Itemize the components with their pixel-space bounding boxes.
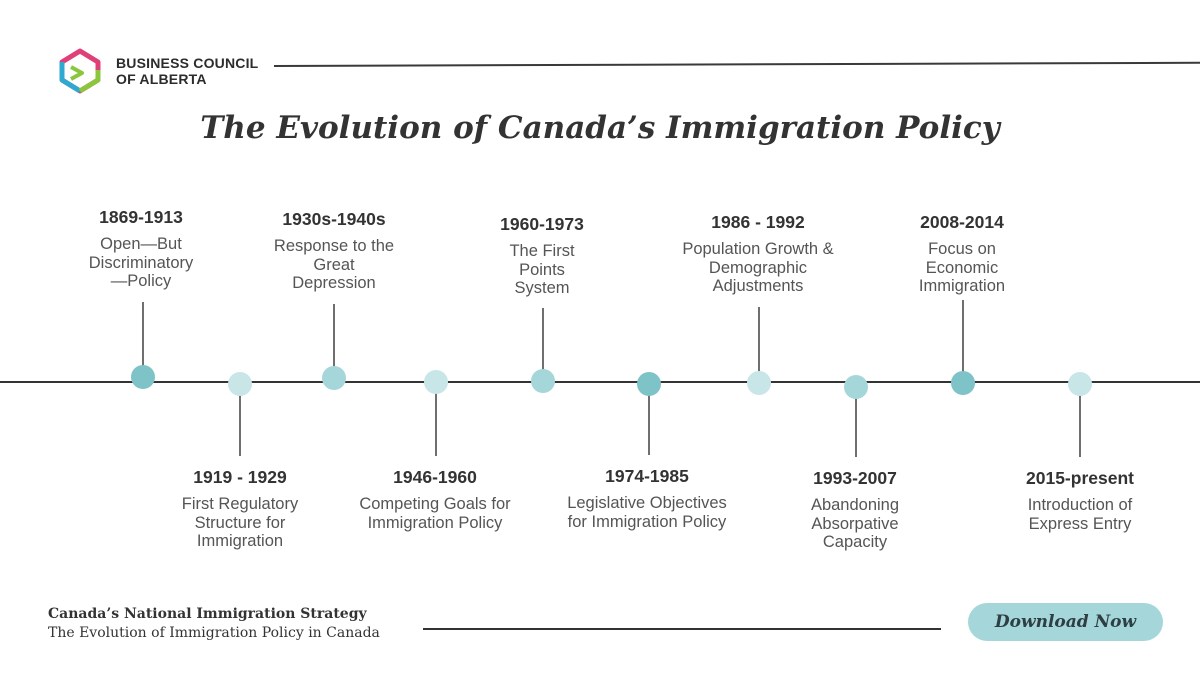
timeline-description: Open—But Discriminatory—Policy xyxy=(88,235,194,290)
timeline-stem xyxy=(648,389,650,455)
timeline-item xyxy=(663,211,853,296)
timeline-stem xyxy=(962,300,964,378)
timeline-item xyxy=(239,208,429,293)
timeline-date: 1960-1973 xyxy=(500,214,584,234)
timeline-dot xyxy=(322,366,346,390)
timeline-description: Population Growth & Demographic Adjustments xyxy=(682,240,834,295)
footer-title: Canada’s National Immigration Strategy xyxy=(48,606,367,622)
timeline-date: 1869-1913 xyxy=(99,207,183,227)
download-now-button[interactable]: Download Now xyxy=(968,603,1163,641)
timeline-item xyxy=(867,211,1057,296)
page-title: The Evolution of Canada’s Immigration Policy xyxy=(200,110,1000,146)
timeline-date: 1930s-1940s xyxy=(282,209,386,229)
timeline-description: Competing Goals for Immigration Policy xyxy=(359,495,511,532)
header-divider xyxy=(274,62,1200,67)
timeline-dot xyxy=(228,372,252,396)
timeline-description: The First Points System xyxy=(509,242,575,297)
timeline-item xyxy=(46,206,236,291)
timeline-dot xyxy=(951,371,975,395)
timeline-dot xyxy=(844,375,868,399)
timeline-description: Abandoning Absorpative Capacity xyxy=(810,496,900,551)
timeline-stem xyxy=(239,389,241,456)
timeline-item xyxy=(552,465,742,531)
footer-subtitle: The Evolution of Immigration Policy in Canada xyxy=(48,625,380,641)
footer-divider xyxy=(423,628,941,630)
timeline-description: Focus on Economic Immigration xyxy=(918,240,1006,295)
timeline-axis xyxy=(0,381,1200,383)
timeline-stem xyxy=(855,392,857,457)
timeline-date: 1974-1985 xyxy=(605,466,689,486)
timeline-description: First Regulatory Structure for Immigration xyxy=(181,495,299,550)
timeline-date: 1993-2007 xyxy=(813,468,897,488)
timeline-stem xyxy=(333,304,335,374)
timeline-description: Introduction of Express Entry xyxy=(1027,496,1133,533)
timeline-stem xyxy=(542,308,544,376)
timeline-dot xyxy=(747,371,771,395)
brand-line-2: OF ALBERTA xyxy=(116,71,207,87)
business-council-logo-icon xyxy=(58,48,102,94)
timeline-description: Response to the Great Depression xyxy=(273,237,395,292)
timeline-description: Legislative Objectives for Immigration Policy xyxy=(567,494,727,531)
timeline-dot xyxy=(424,370,448,394)
timeline-date: 1946-1960 xyxy=(393,467,477,487)
timeline-item xyxy=(145,466,335,551)
timeline-stem xyxy=(1079,389,1081,457)
timeline-item xyxy=(447,213,637,298)
timeline-stem xyxy=(758,307,760,378)
timeline-dot xyxy=(1068,372,1092,396)
timeline-dot xyxy=(637,372,661,396)
timeline-date: 2015-present xyxy=(1026,468,1134,488)
brand-line-1: BUSINESS COUNCIL xyxy=(116,55,259,71)
brand-name xyxy=(116,55,258,87)
timeline-item xyxy=(985,467,1175,533)
timeline-date: 2008-2014 xyxy=(920,212,1004,232)
timeline-dot xyxy=(531,369,555,393)
timeline-item xyxy=(760,467,950,552)
timeline-date: 1986 - 1992 xyxy=(711,212,805,232)
timeline-date: 1919 - 1929 xyxy=(193,467,287,487)
timeline-item xyxy=(340,466,530,532)
timeline-stem xyxy=(435,387,437,456)
timeline-dot xyxy=(131,365,155,389)
